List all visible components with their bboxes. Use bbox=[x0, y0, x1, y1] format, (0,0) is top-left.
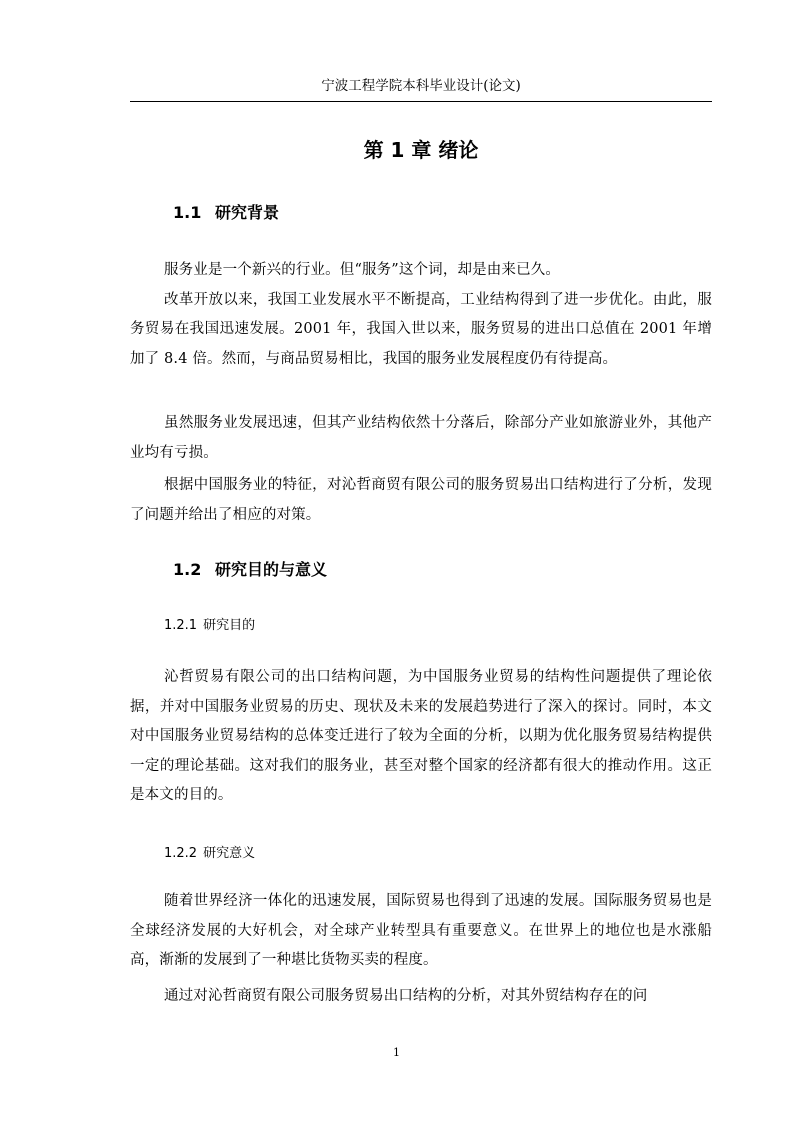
paragraph: 通过对沁哲商贸有限公司服务贸易出口结构的分析，对其外贸结构存在的问 bbox=[164, 988, 648, 1004]
section-number: 1.2 bbox=[173, 560, 202, 579]
paragraph: 改革开放以来，我国工业发展水平不断提高，工业结构得到了进一步优化。由此，服务贸易在我国迅速发展。2001 年，我国入世以来，服务贸易的进出口总值在 2001 年增加了 8.4 倍。然而，与商品贸易相比，我国的服务业发展程度仍有待提高。 bbox=[130, 291, 712, 367]
paragraph: 沁哲贸易有限公司的出口结构问题，为中国服务业贸易的结构性问题提供了理论依据，并对中国服务业贸易的历史、现状及未来的发展趋势进行了深入的探讨。同时，本文对中国服务业贸易结构的总体变迁进行了较为全面的分析，以期为优化服务贸易结构提供一定的理论基础。这对我们的服务业，甚至对整个国家的经济都有很大的推动作用。这正是本文的目的。 bbox=[130, 669, 712, 803]
page-number: 1 bbox=[393, 1046, 400, 1059]
subsection-title: 研究目的 bbox=[203, 618, 256, 633]
subsection-title: 研究意义 bbox=[203, 846, 256, 861]
running-header: 宁波工程学院本科毕业设计(论文) bbox=[321, 78, 521, 94]
subsection-number: 1.2.2 bbox=[164, 846, 198, 861]
paragraph: 虽然服务业发展迅速，但其产业结构依然十分落后，除部分产业如旅游业外，其他产业均有亏损。 bbox=[130, 415, 712, 461]
section-heading-1-2 bbox=[173, 558, 327, 582]
subsection-number: 1.2.1 bbox=[164, 618, 198, 633]
section-title: 研究背景 bbox=[215, 203, 280, 222]
section-title: 研究目的与意义 bbox=[215, 560, 328, 579]
paragraph: 根据中国服务业的特征，对沁哲商贸有限公司的服务贸易出口结构进行了分析，发现了问题并给出了相应的对策。 bbox=[130, 477, 712, 523]
subsection-heading-1-2-2 bbox=[164, 844, 255, 864]
section-number: 1.1 bbox=[173, 203, 202, 222]
header-rule bbox=[130, 101, 712, 102]
subsection-heading-1-2-1 bbox=[164, 616, 255, 636]
section-heading-1-1 bbox=[173, 201, 279, 225]
paragraph: 服务业是一个新兴的行业。但“服务”这个词，却是由来已久。 bbox=[164, 262, 561, 278]
paragraph: 随着世界经济一体化的迅速发展，国际贸易也得到了迅速的发展。国际服务贸易也是全球经济发展的大好机会，对全球产业转型具有重要意义。在世界上的地位也是水涨船高，渐渐的发展到了一种堪比货物买卖的程度。 bbox=[130, 893, 712, 968]
chapter-title: 第 1 章 绪论 bbox=[363, 138, 479, 162]
